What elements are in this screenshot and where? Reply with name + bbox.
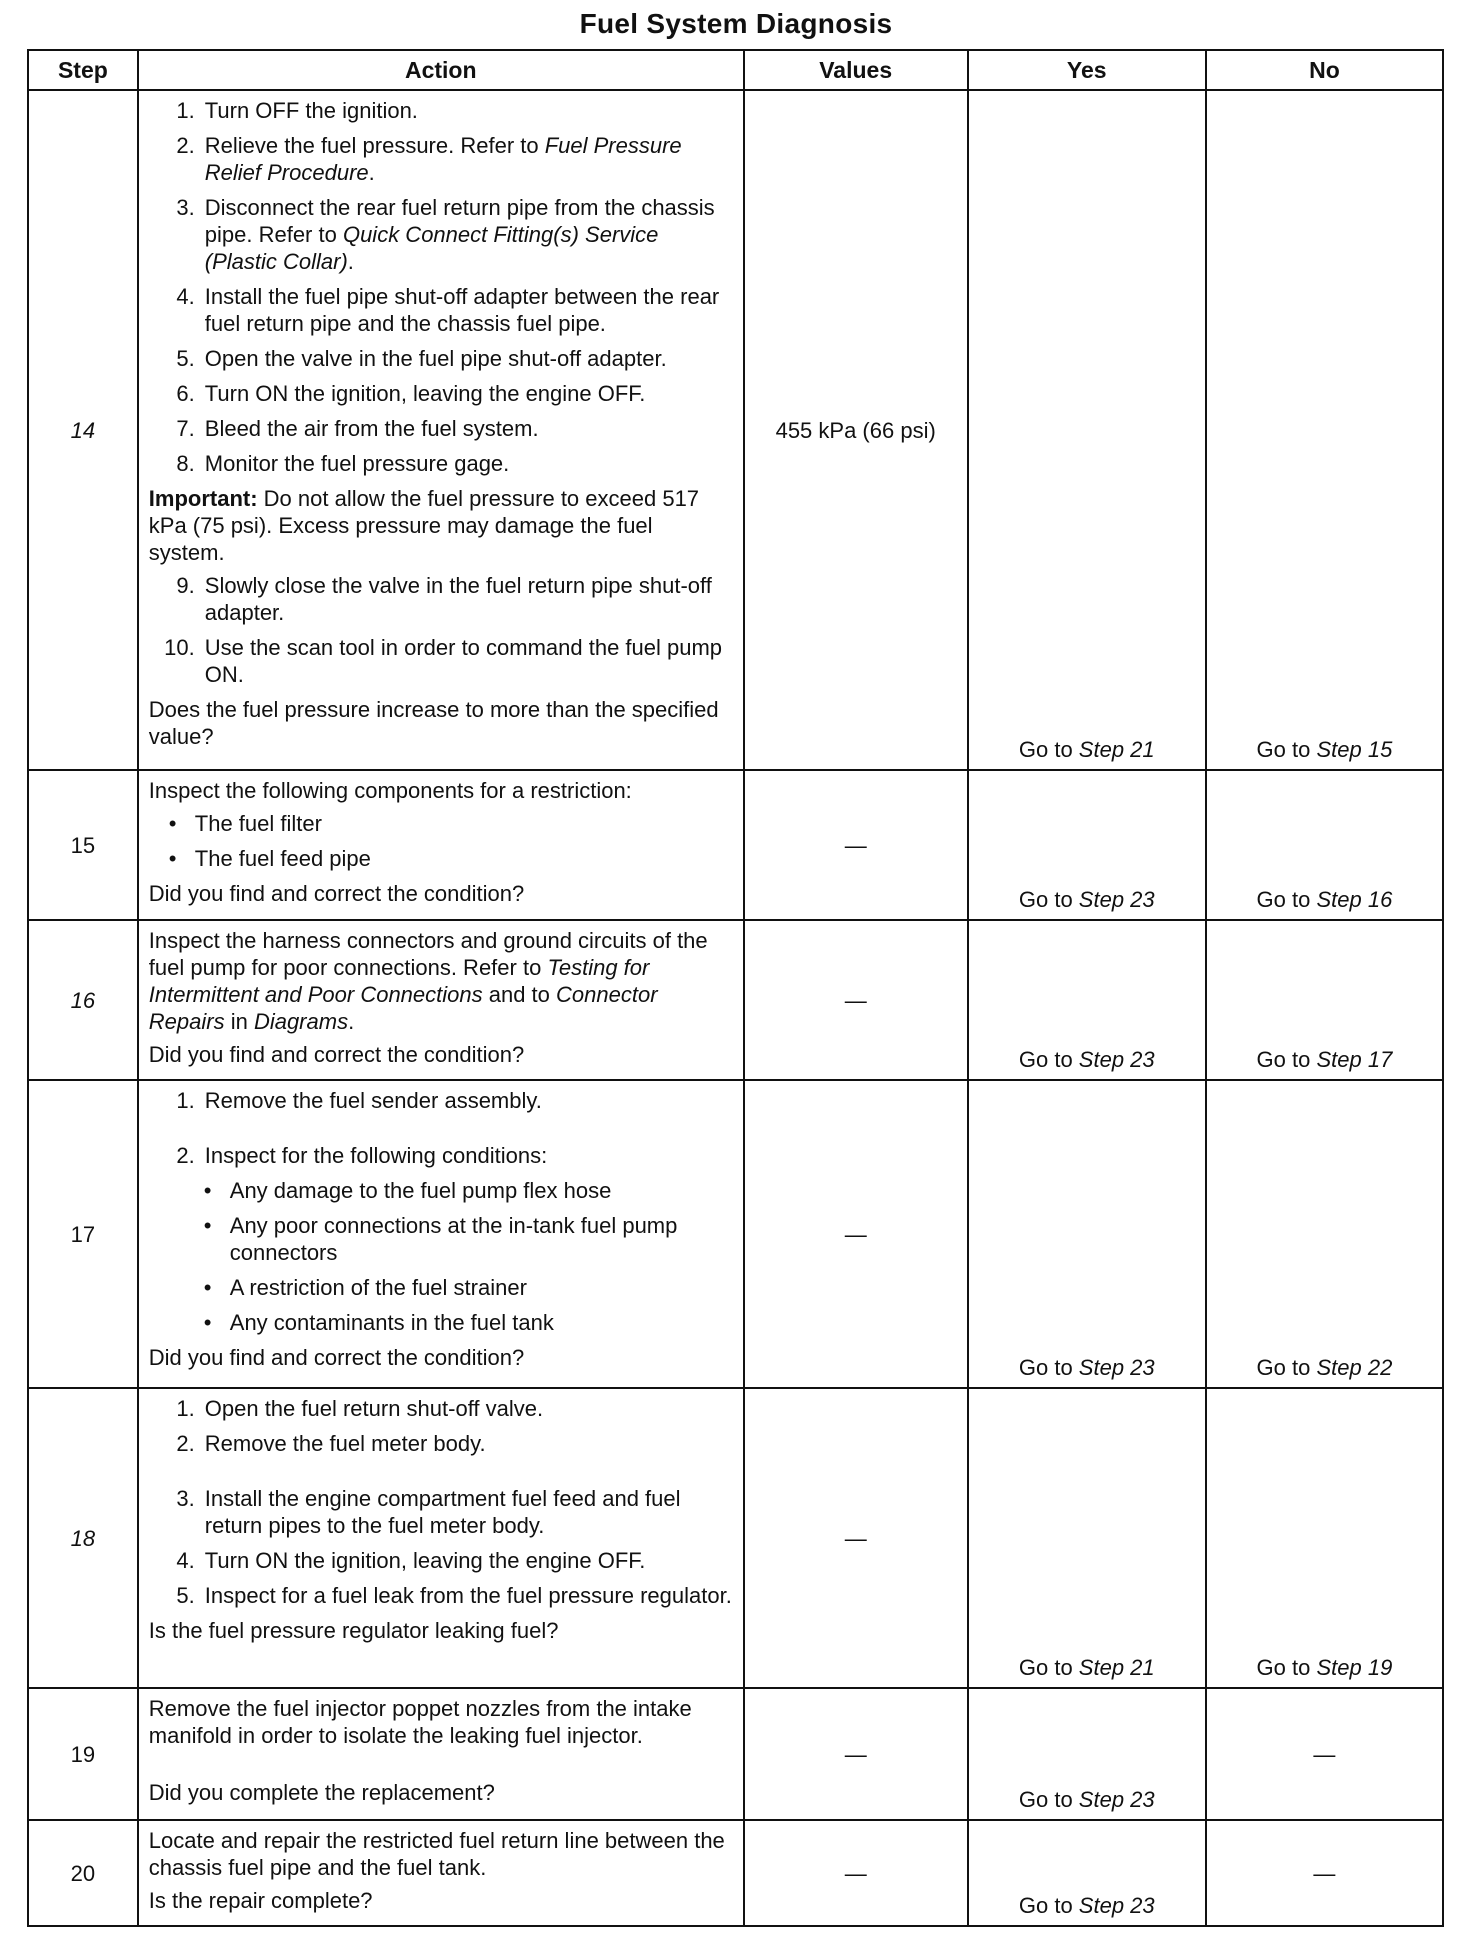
reference-link: Connector Repairs [148, 982, 658, 1034]
no-cell: Go to Step 17 [1206, 920, 1443, 1080]
page-title: Fuel System Diagnosis [579, 8, 893, 39]
yes-cell: Go to Step 23 [968, 1820, 1206, 1926]
action-text: Locate and repair the restricted fuel return line between the chassis fuel pipe and the fuel tank. [148, 1828, 725, 1880]
reference-link: Testing for Intermittent and Poor Connections [148, 955, 650, 1007]
no-cell: Go to Step 15 [1206, 90, 1443, 770]
action-cell [138, 920, 744, 1080]
list-item: 4. Turn ON the ignition, leaving the engine OFF. [176, 1548, 646, 1573]
value-cell: — [744, 1820, 968, 1926]
step-link[interactable]: Step 15 [1316, 737, 1393, 762]
step-link[interactable]: Step 23 [1078, 1355, 1155, 1380]
value-cell: 455 kPa (66 psi) [744, 90, 968, 770]
reference-link: Diagrams [253, 1009, 349, 1034]
list-item: 4. Install the fuel pipe shut-off adapter between the rear fuel return pipe and the chassis fuel pipe. [176, 284, 720, 336]
step-link[interactable]: Step 23 [1078, 1047, 1155, 1072]
table-row [28, 1688, 1443, 1820]
step-link[interactable]: Step 21 [1078, 737, 1155, 762]
action-cell [138, 1388, 744, 1688]
no-cell: Go to Step 22 [1206, 1080, 1443, 1388]
no-cell: Go to Step 16 [1206, 770, 1443, 920]
yes-cell: Go to Step 23 [968, 920, 1206, 1080]
reference-link: Quick Connect Fitting(s) Service (Plastic Collar) [204, 222, 659, 274]
list-item: 8. Monitor the fuel pressure gage. [176, 451, 510, 476]
action-text: Inspect the following components for a restriction: [148, 778, 632, 803]
yes-cell: Go to Step 23 [968, 770, 1206, 920]
list-item: • Any contaminants in the fuel tank [203, 1310, 554, 1335]
step-link[interactable]: Step 21 [1078, 1655, 1155, 1680]
table-row [28, 770, 1443, 920]
step-number: 18 [28, 1388, 138, 1688]
step-number: 20 [28, 1820, 138, 1926]
step-link[interactable]: Step 23 [1078, 1787, 1155, 1812]
step-number: 15 [28, 770, 138, 920]
list-item: • Any damage to the fuel pump flex hose [203, 1178, 612, 1203]
list-item: 5. Inspect for a fuel leak from the fuel pressure regulator. [176, 1583, 732, 1608]
list-item: • The fuel feed pipe [168, 846, 371, 871]
list-item: 3. Disconnect the rear fuel return pipe from the chassis pipe. Refer to Quick Connect Fitting(s) Service (Plastic Collar). [176, 195, 715, 274]
yes-cell: Go to Step 21 [968, 90, 1206, 770]
value-cell: — [744, 770, 968, 920]
step-number: 16 [28, 920, 138, 1080]
step-link[interactable]: Step 19 [1316, 1655, 1393, 1680]
list-item: 1. Open the fuel return shut-off valve. [176, 1396, 544, 1421]
value-cell: — [744, 920, 968, 1080]
step-number: 19 [28, 1688, 138, 1820]
action-text: Inspect the harness connectors and ground circuits of the fuel pump for poor connections. Refer to Testing for Intermittent and Poor Connections and to Connector Repairs in Diagrams. [148, 928, 708, 1034]
action-cell [138, 1080, 744, 1388]
list-item: 5. Open the valve in the fuel pipe shut-off adapter. [176, 346, 667, 371]
diagnosis-table [27, 49, 1444, 1927]
step-number: 17 [28, 1080, 138, 1388]
step-link[interactable]: Step 22 [1316, 1355, 1393, 1380]
value-cell: — [744, 1688, 968, 1820]
action-cell [138, 90, 744, 770]
list-item: 2. Inspect for the following conditions: [176, 1143, 548, 1168]
action-cell [138, 1688, 744, 1820]
list-item: 1. Remove the fuel sender assembly. [176, 1088, 542, 1113]
step-link[interactable]: Step 23 [1078, 1893, 1155, 1918]
list-item: • A restriction of the fuel strainer [203, 1275, 527, 1300]
list-item: 10. Use the scan tool in order to command the fuel pump ON. [164, 635, 723, 687]
no-cell: — [1206, 1820, 1443, 1926]
header-action: Action [138, 50, 744, 90]
table-row [28, 90, 1443, 770]
action-cell [138, 770, 744, 920]
list-item: 1. Turn OFF the ignition. [176, 98, 418, 123]
yes-cell: Go to Step 23 [968, 1080, 1206, 1388]
no-cell: — [1206, 1688, 1443, 1820]
step-link[interactable]: Step 23 [1078, 887, 1155, 912]
yes-cell: Go to Step 23 [968, 1688, 1206, 1820]
important-note: Important: Do not allow the fuel pressure to exceed 517 kPa (75 psi). Excess pressure may damage the fuel system. [148, 486, 700, 565]
table-row [28, 1820, 1443, 1926]
list-item: 2. Remove the fuel meter body. [176, 1431, 486, 1456]
action-cell [138, 1820, 744, 1926]
reference-link: Fuel Pressure Relief Procedure [204, 133, 682, 185]
step-link[interactable]: Step 16 [1316, 887, 1393, 912]
list-item: 3. Install the engine compartment fuel feed and fuel return pipes to the fuel meter body. [176, 1486, 681, 1538]
question: Is the fuel pressure regulator leaking fuel? [148, 1618, 559, 1643]
question: Does the fuel pressure increase to more than the specified value? [148, 697, 719, 749]
list-item: 7. Bleed the air from the fuel system. [176, 416, 539, 441]
list-item: 2. Relieve the fuel pressure. Refer to Fuel Pressure Relief Procedure. [176, 133, 682, 185]
table-row [28, 1388, 1443, 1688]
table-row [28, 1080, 1443, 1388]
yes-cell: Go to Step 21 [968, 1388, 1206, 1688]
list-item: • Any poor connections at the in-tank fuel pump connectors [203, 1213, 678, 1265]
header-row [28, 50, 1443, 90]
header-step: Step [28, 50, 138, 90]
header-no: No [1206, 50, 1443, 90]
question: Is the repair complete? [148, 1888, 373, 1913]
question: Did you find and correct the condition? [148, 1345, 525, 1370]
action-text: Remove the fuel injector poppet nozzles from the intake manifold in order to isolate the leaking fuel injector. [148, 1696, 692, 1748]
header-values: Values [744, 50, 968, 90]
list-item: 6. Turn ON the ignition, leaving the engine OFF. [176, 381, 646, 406]
step-number: 14 [28, 90, 138, 770]
step-link[interactable]: Step 17 [1316, 1047, 1393, 1072]
no-cell: Go to Step 19 [1206, 1388, 1443, 1688]
value-cell: — [744, 1080, 968, 1388]
question: Did you complete the replacement? [148, 1780, 495, 1805]
question: Did you find and correct the condition? [148, 881, 525, 906]
value-cell: — [744, 1388, 968, 1688]
question: Did you find and correct the condition? [148, 1042, 525, 1067]
list-item: • The fuel filter [168, 811, 322, 836]
table-row [28, 920, 1443, 1080]
list-item: 9. Slowly close the valve in the fuel return pipe shut-off adapter. [176, 573, 712, 625]
header-yes: Yes [968, 50, 1206, 90]
